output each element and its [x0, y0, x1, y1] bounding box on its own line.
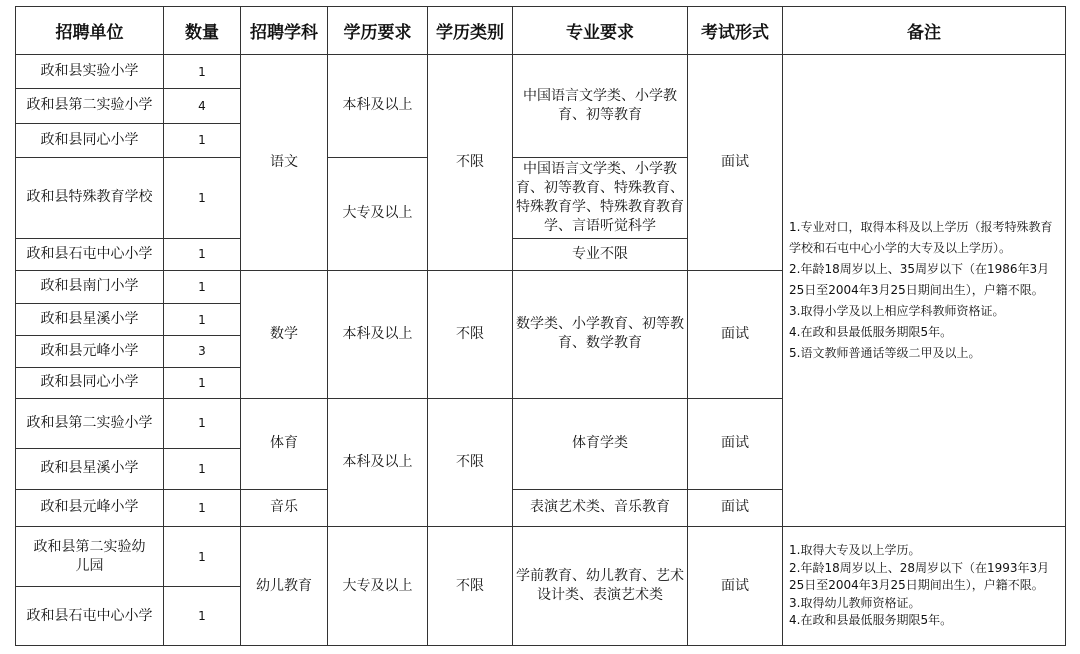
major-cell: 体育学类 — [513, 398, 688, 489]
subject-cell: 音乐 — [241, 489, 328, 526]
count-cell: 1 — [164, 526, 241, 587]
exam-cell: 面试 — [688, 270, 783, 398]
count-cell: 4 — [164, 89, 241, 123]
exam-cell: 面试 — [688, 55, 783, 271]
note-line: 4.在政和县最低服务期限5年。 — [789, 613, 953, 628]
unit-cell: 政和县石屯中心小学 — [16, 587, 164, 646]
major-cell: 专业不限 — [513, 238, 688, 270]
unit-cell: 政和县元峰小学 — [16, 489, 164, 526]
table-row — [16, 526, 1066, 587]
unit-cell: 政和县特殊教育学校 — [16, 157, 164, 238]
education-cell: 大专及以上 — [328, 157, 428, 270]
unit-cell: 政和县元峰小学 — [16, 336, 164, 367]
header-count: 数量 — [164, 7, 241, 55]
edu-category-cell: 不限 — [428, 55, 513, 271]
major-cell: 数学类、小学教育、初等教育、数学教育 — [513, 270, 688, 398]
unit-cell: 政和县第二实验小学 — [16, 89, 164, 123]
unit-cell: 政和县同心小学 — [16, 367, 164, 398]
header-subject: 招聘学科 — [241, 7, 328, 55]
count-cell: 3 — [164, 336, 241, 367]
exam-cell: 面试 — [688, 526, 783, 645]
header-row — [16, 7, 1066, 55]
header-exam: 考试形式 — [688, 7, 783, 55]
unit-cell: 政和县石屯中心小学 — [16, 238, 164, 270]
note-line: 4.在政和县最低服务期限5年。 — [789, 324, 953, 339]
unit-cell: 政和县第二实验小学 — [16, 398, 164, 448]
education-cell: 本科及以上 — [328, 398, 428, 526]
note-line: 1.专业对口，取得本科及以上学历（报考特殊教育学校和石屯中心小学的大专及以上学历）。 — [789, 219, 1053, 255]
count-cell: 1 — [164, 489, 241, 526]
header-edu-category: 学历类别 — [428, 7, 513, 55]
edu-category-cell: 不限 — [428, 398, 513, 526]
major-cell: 中国语言文学类、小学教育、初等教育、特殊教育、特殊教育学、特殊教育教育学、言语听觉科学 — [513, 157, 688, 238]
unit-cell: 政和县同心小学 — [16, 123, 164, 157]
unit-cell: 政和县星溪小学 — [16, 449, 164, 489]
major-cell: 表演艺术类、音乐教育 — [513, 489, 688, 526]
count-cell: 1 — [164, 55, 241, 89]
subject-cell: 语文 — [241, 55, 328, 271]
count-cell: 1 — [164, 367, 241, 398]
major-cell: 学前教育、幼儿教育、艺术设计类、表演艺术类 — [513, 526, 688, 645]
note-line: 5.语文教师普通话等级二甲及以上。 — [789, 345, 981, 360]
note-line: 1.取得大专及以上学历。 — [789, 543, 921, 558]
count-cell: 1 — [164, 449, 241, 489]
education-cell: 本科及以上 — [328, 55, 428, 158]
note-line: 3.取得幼儿教师资格证。 — [789, 595, 921, 610]
header-notes: 备注 — [783, 7, 1066, 55]
education-cell: 大专及以上 — [328, 526, 428, 645]
notes-primary-cell — [783, 55, 1066, 527]
major-cell: 中国语言文学类、小学教育、初等教育 — [513, 55, 688, 158]
notes-kindergarten-cell — [783, 526, 1066, 645]
exam-cell: 面试 — [688, 398, 783, 489]
header-education: 学历要求 — [328, 7, 428, 55]
edu-category-cell: 不限 — [428, 270, 513, 398]
header-major: 专业要求 — [513, 7, 688, 55]
count-cell: 1 — [164, 270, 241, 303]
count-cell: 1 — [164, 304, 241, 336]
note-line: 2.年龄18周岁以上、35周岁以下（在1986年3月25日至2004年3月25日期间出生），户籍不限。 — [789, 261, 1050, 297]
unit-cell: 政和县第二实验幼儿园 — [16, 526, 164, 587]
subject-cell: 幼儿教育 — [241, 526, 328, 645]
note-line: 3.取得小学及以上相应学科教师资格证。 — [789, 303, 1005, 318]
edu-category-cell: 不限 — [428, 526, 513, 645]
count-cell: 1 — [164, 587, 241, 646]
count-cell: 1 — [164, 238, 241, 270]
unit-cell: 政和县南门小学 — [16, 270, 164, 303]
header-unit: 招聘单位 — [16, 7, 164, 55]
subject-cell: 数学 — [241, 270, 328, 398]
count-cell: 1 — [164, 398, 241, 448]
subject-cell: 体育 — [241, 398, 328, 489]
count-cell: 1 — [164, 123, 241, 157]
recruitment-table — [15, 6, 1066, 646]
exam-cell: 面试 — [688, 489, 783, 526]
note-line: 2.年龄18周岁以上、28周岁以下（在1993年3月25日至2004年3月25日期间出生），户籍不限。 — [789, 560, 1050, 593]
unit-cell: 政和县实验小学 — [16, 55, 164, 89]
count-cell: 1 — [164, 157, 241, 238]
table-row — [16, 55, 1066, 89]
education-cell: 本科及以上 — [328, 270, 428, 398]
unit-cell: 政和县星溪小学 — [16, 304, 164, 336]
